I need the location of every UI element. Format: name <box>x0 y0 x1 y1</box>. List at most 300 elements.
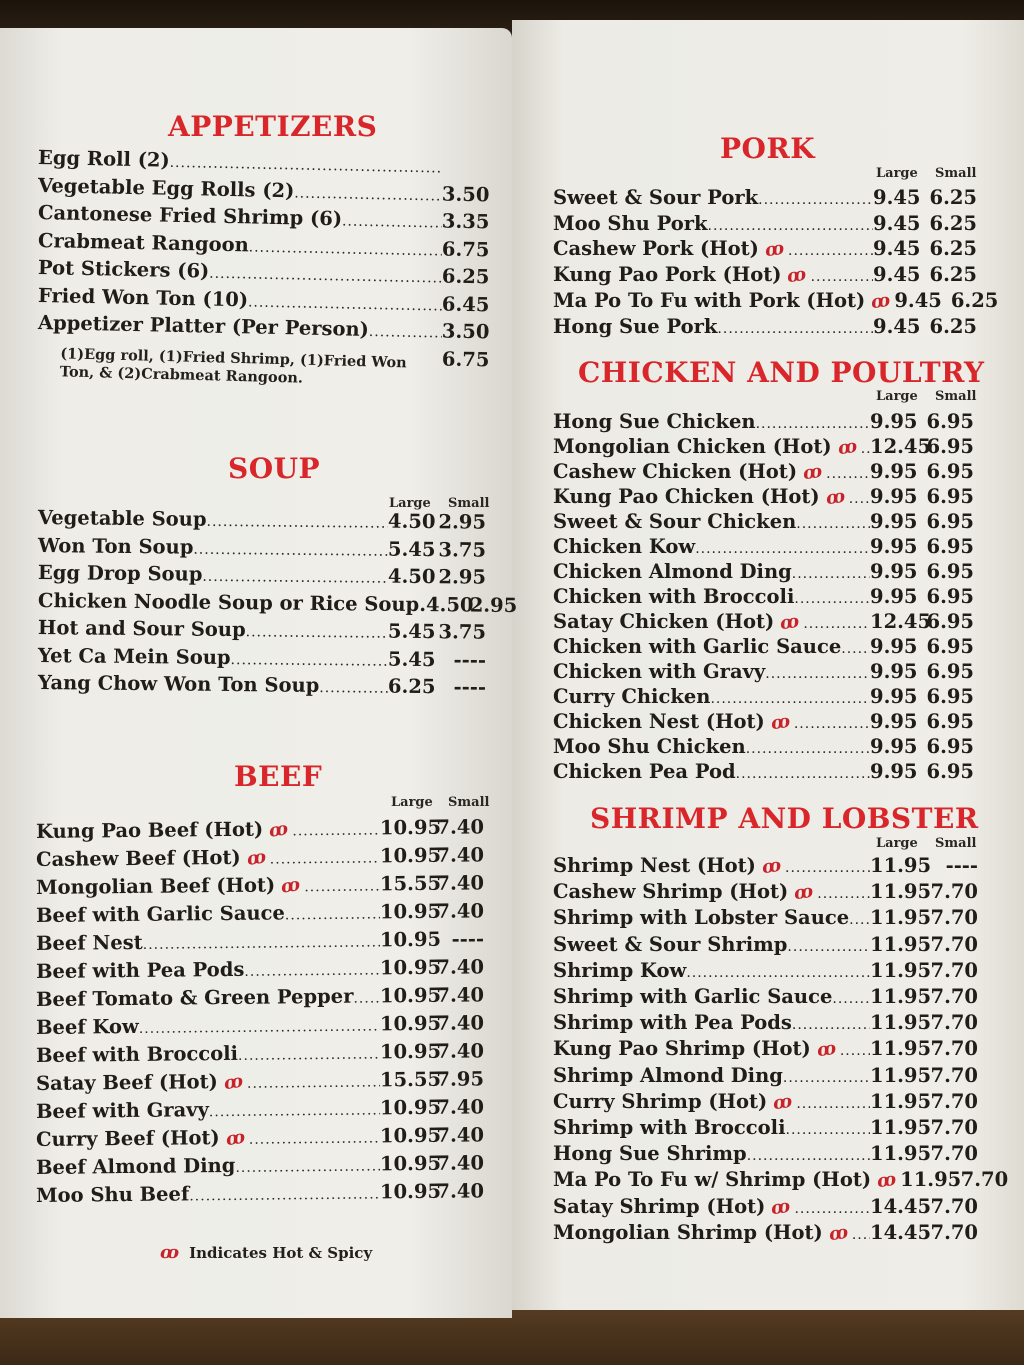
item-name: Hong Sue Pork <box>553 314 718 338</box>
soup-col-large: Large <box>389 496 431 511</box>
menu-item <box>553 906 978 929</box>
price-small: 6.95 <box>926 710 974 733</box>
menu-item <box>553 1037 978 1060</box>
appetizers-title: APPETIZERS <box>168 110 378 143</box>
menu-item <box>553 959 978 982</box>
dot-leader <box>369 324 442 342</box>
dot-leader <box>736 766 870 782</box>
dot-leader <box>209 266 442 287</box>
dot-leader <box>758 192 873 208</box>
price-large: 9.95 <box>870 735 918 758</box>
menu-item <box>553 535 974 558</box>
price-small: 7.70 <box>930 1089 978 1113</box>
dot-leader <box>852 1227 870 1243</box>
pork-col-small: Small <box>935 166 977 181</box>
price-small: 7.70 <box>930 985 978 1008</box>
item-name: Egg Roll (2) <box>37 146 170 172</box>
hot-spicy-icon: ꝏ <box>224 1126 247 1151</box>
dot-leader <box>794 591 870 607</box>
price-small: 7.40 <box>436 1039 485 1063</box>
price-small: 7.70 <box>930 958 978 982</box>
price-large: 9.95 <box>870 560 918 583</box>
price-large <box>442 172 486 173</box>
menu-item <box>38 616 486 644</box>
hot-legend <box>160 1242 372 1263</box>
price-large: 9.45 <box>873 263 921 287</box>
menu-item <box>553 263 977 286</box>
dot-leader <box>832 991 870 1007</box>
hot-spicy-icon: ꝏ <box>827 1221 850 1246</box>
item-name: Sweet & Sour Pork <box>553 186 759 209</box>
menu-item <box>36 1067 484 1095</box>
price-large: 9.45 <box>894 288 942 312</box>
price-small: 7.70 <box>930 1037 978 1061</box>
item-name: Chicken with Garlic Sauce <box>553 635 842 658</box>
hot-spicy-icon: ꝏ <box>875 1169 898 1193</box>
dot-leader <box>840 1043 870 1059</box>
menu-item <box>38 671 486 699</box>
menu-item <box>36 1179 484 1207</box>
price-large: 3.50 <box>441 319 490 344</box>
price-large: 6.25 <box>441 264 490 289</box>
shrimp-col-small: Small <box>935 836 977 851</box>
item-name: Beef with Garlic Sauce <box>35 901 285 927</box>
dot-leader <box>231 652 389 670</box>
hot-spicy-icon: ꝏ <box>869 289 892 314</box>
item-name: Beef Kow <box>35 1014 139 1039</box>
item-name: Curry Beef (Hot) <box>35 1126 220 1151</box>
menu-item <box>38 506 486 534</box>
hot-spicy-icon: ꝏ <box>778 610 801 635</box>
item-name: Curry Chicken <box>553 685 711 708</box>
price-large: 10.95 <box>379 1039 442 1064</box>
price-large: 15.55 <box>379 1067 442 1092</box>
item-name: Appetizer Platter (Per Person) <box>37 311 370 341</box>
item-name: Cashew Beef (Hot) <box>35 845 241 871</box>
price-large: 10.95 <box>379 1095 442 1120</box>
dot-leader <box>803 616 870 632</box>
dot-leader <box>746 741 870 757</box>
price-large: 11.95 <box>900 1168 962 1192</box>
menu-item <box>553 186 977 209</box>
menu-item <box>553 212 977 235</box>
menu-item <box>38 644 486 672</box>
item-name: Chicken with Broccoli <box>553 585 795 608</box>
price-large: 9.45 <box>873 186 921 209</box>
price-small: 6.95 <box>926 660 974 683</box>
price-large: 9.95 <box>870 585 918 608</box>
price-large: 11.95 <box>870 1011 932 1035</box>
dot-leader <box>342 213 442 231</box>
dot-leader <box>786 1122 871 1138</box>
dot-leader <box>246 624 388 641</box>
shrimp-col-large: Large <box>876 836 918 851</box>
price-large: 11.95 <box>870 854 932 877</box>
item-name: Satay Beef (Hot) <box>35 1070 218 1095</box>
item-name: Sweet & Sour Chicken <box>553 510 797 533</box>
price-large: 9.95 <box>870 460 918 483</box>
dot-leader <box>270 850 380 867</box>
hot-spicy-icon: ꝏ <box>792 880 815 905</box>
price-small: 6.95 <box>926 685 974 708</box>
hot-spicy-icon: ꝏ <box>222 1070 245 1095</box>
price-small: 7.40 <box>436 983 485 1007</box>
dot-leader <box>710 691 870 707</box>
menu-item <box>36 1095 484 1123</box>
item-name: Satay Chicken (Hot) <box>553 610 775 633</box>
menu-item <box>36 1039 484 1067</box>
price-large: 10.95 <box>379 1011 442 1036</box>
price-large: 6.75 <box>441 346 490 371</box>
dot-leader <box>794 1201 870 1217</box>
legend-text: Indicates Hot & Spicy <box>189 1244 373 1262</box>
chicken-col-large: Large <box>876 389 918 404</box>
price-large: 11.95 <box>870 1037 932 1061</box>
price-small: 7.70 <box>960 1168 1009 1192</box>
menu-item <box>553 485 974 508</box>
price-large: 9.95 <box>870 535 918 558</box>
menu-item <box>36 843 484 871</box>
item-name: Cashew Chicken (Hot) <box>553 460 798 483</box>
item-name: Vegetable Egg Rolls (2) <box>37 173 295 202</box>
menu-item <box>553 660 974 683</box>
item-name: Kung Pao Beef (Hot) <box>35 817 264 843</box>
menu-item <box>553 610 974 633</box>
menu-item <box>36 927 484 955</box>
price-large: 9.45 <box>873 211 921 235</box>
dot-leader <box>238 1046 380 1063</box>
price-small: 6.95 <box>926 410 974 433</box>
dot-leader <box>247 1074 380 1091</box>
menu-item <box>553 710 974 733</box>
item-name: Shrimp with Pea Pods <box>553 1011 792 1035</box>
item-name: Sweet & Sour Shrimp <box>553 932 788 956</box>
price-large: 5.45 <box>387 647 436 671</box>
item-name: Shrimp Nest (Hot) <box>553 854 756 877</box>
price-small: 7.40 <box>436 1179 485 1203</box>
dot-leader <box>811 269 873 285</box>
dot-leader <box>817 886 870 902</box>
price-large: 5.45 <box>387 619 436 644</box>
item-name: Chicken Kow <box>553 535 696 558</box>
dot-leader <box>765 666 870 682</box>
price-large: 14.45 <box>870 1220 932 1244</box>
dot-leader <box>319 680 388 697</box>
item-name: Ma Po To Fu w/ Shrimp (Hot) <box>553 1168 872 1192</box>
menu-item <box>553 635 974 658</box>
price-large: 10.95 <box>379 1179 442 1204</box>
menu-item <box>553 585 974 608</box>
menu-item <box>553 1195 978 1218</box>
price-small: 7.70 <box>930 932 978 956</box>
dot-leader <box>189 1186 380 1204</box>
beef-title: BEEF <box>234 760 323 793</box>
item-name: Moo Shu Pork <box>553 211 708 235</box>
item-name: Cashew Shrimp (Hot) <box>553 880 789 904</box>
menu-item <box>553 237 977 260</box>
item-name: Shrimp Kow <box>553 958 687 982</box>
hot-spicy-icon: ꝏ <box>801 460 824 485</box>
price-small: 7.95 <box>436 1067 485 1091</box>
price-small: 7.40 <box>436 843 485 867</box>
item-name: Ma Po To Fu with Pork (Hot) <box>553 288 866 312</box>
dot-leader <box>248 294 442 314</box>
menu-item <box>38 534 486 562</box>
dot-leader <box>756 416 870 432</box>
menu-item <box>36 1011 484 1039</box>
price-large: 10.95 <box>379 843 442 868</box>
item-name: Mongolian Beef (Hot) <box>35 873 276 899</box>
price-small: 6.25 <box>929 186 977 209</box>
item-name: Chicken Almond Ding <box>553 560 792 583</box>
price-large: 10.95 <box>379 815 442 840</box>
menu-item <box>553 854 978 877</box>
dot-leader <box>294 185 442 204</box>
price-large: 11.95 <box>870 880 932 904</box>
dot-leader <box>826 466 870 482</box>
price-large: .4.50 <box>419 592 474 617</box>
menu-item <box>553 985 978 1008</box>
price-large: 10.95 <box>379 955 442 980</box>
hot-spicy-icon: ꝏ <box>760 854 783 879</box>
price-large: 11.95 <box>870 1142 932 1166</box>
dot-leader <box>794 716 870 732</box>
price-small: 6.25 <box>929 211 977 235</box>
price-large: 6.25 <box>387 674 436 699</box>
price-large: 3.50 <box>441 181 490 206</box>
price-small: 6.95 <box>926 460 974 483</box>
menu-item <box>553 435 974 458</box>
dot-leader <box>787 939 870 955</box>
dot-leader <box>202 569 388 587</box>
item-name: Fried Won Ton (10) <box>37 283 249 311</box>
item-name: Mongolian Shrimp (Hot) <box>553 1220 823 1244</box>
pork-title: PORK <box>720 132 816 165</box>
menu-item <box>36 955 484 983</box>
hot-spicy-icon: ꝏ <box>824 485 847 510</box>
price-small: 6.95 <box>926 560 974 583</box>
hot-spicy-icon: ꝏ <box>770 1195 792 1219</box>
price-small: 7.70 <box>930 1142 978 1166</box>
price-small: 7.40 <box>436 1095 485 1119</box>
price-small: 6.95 <box>926 635 974 658</box>
dot-leader <box>796 516 870 532</box>
price-small: 6.25 <box>929 237 977 261</box>
price-large: 9.95 <box>870 685 918 708</box>
price-small: 2.95 <box>469 593 518 617</box>
dot-leader <box>193 541 388 559</box>
shrimp-title: SHRIMP AND LOBSTER <box>590 802 979 835</box>
item-name: Vegetable Soup <box>37 506 207 531</box>
dot-leader <box>849 912 870 928</box>
price-small: 6.95 <box>926 435 974 458</box>
price-small: 6.25 <box>929 314 977 338</box>
hot-spicy-icon: ꝏ <box>836 435 859 460</box>
price-large: 6.45 <box>441 291 490 316</box>
price-large: 9.95 <box>870 760 918 783</box>
dot-leader <box>841 641 870 657</box>
dot-leader <box>292 822 380 839</box>
dot-leader <box>244 962 380 979</box>
price-small: 7.70 <box>930 906 978 930</box>
item-name: Shrimp Almond Ding <box>553 1063 783 1087</box>
menu-item <box>553 410 974 433</box>
hot-spicy-icon: ꝏ <box>267 818 290 842</box>
item-name: Kung Pao Pork (Hot) <box>553 263 782 287</box>
menu-item <box>553 510 974 533</box>
item-name: Moo Shu Beef <box>35 1182 190 1207</box>
price-small: 7.70 <box>930 880 978 904</box>
price-large: 9.95 <box>870 635 918 658</box>
price-large: 15.55 <box>379 871 442 896</box>
soup-title: SOUP <box>228 452 321 485</box>
dot-leader <box>708 218 873 234</box>
price-large: 11.95 <box>870 1116 932 1139</box>
soup-col-small: Small <box>448 496 490 511</box>
menu-item <box>38 561 486 589</box>
item-name: Satay Shrimp (Hot) <box>553 1194 766 1218</box>
item-name: Chicken Noodle Soup or Rice Soup <box>37 588 420 616</box>
price-small: 2.95 <box>438 565 487 589</box>
menu-item <box>553 1064 978 1087</box>
item-name: Hong Sue Shrimp <box>553 1142 747 1166</box>
dot-leader <box>717 321 873 337</box>
item-name: Hot and Sour Soup <box>37 616 246 642</box>
menu-item <box>553 1142 978 1165</box>
price-small: 6.95 <box>926 485 974 508</box>
item-name: Beef with Broccoli <box>35 1041 239 1067</box>
dot-leader <box>849 491 870 507</box>
price-small: ---- <box>451 927 485 951</box>
menu-item <box>553 1221 978 1244</box>
hot-spicy-icon: ꝏ <box>245 846 268 871</box>
item-name: Pot Stickers (6) <box>37 256 210 283</box>
price-small: 7.40 <box>436 1151 485 1175</box>
dot-leader <box>206 514 388 532</box>
price-small: 7.70 <box>930 1194 978 1218</box>
price-small: 6.25 <box>929 263 977 287</box>
hot-spicy-icon: ꝏ <box>763 238 786 262</box>
beef-col-small: Small <box>448 795 490 810</box>
dot-leader <box>792 1017 870 1033</box>
dot-leader <box>695 541 870 557</box>
dot-leader <box>235 1158 380 1176</box>
dot-leader <box>143 934 380 952</box>
menu-item <box>553 1168 1009 1193</box>
menu-item <box>553 760 974 783</box>
price-small: 2.95 <box>438 510 487 534</box>
menu-item <box>553 1011 978 1034</box>
item-name: Beef Tomato & Green Pepper <box>35 984 354 1011</box>
dot-leader <box>353 990 380 1006</box>
menu-item <box>553 1116 978 1139</box>
price-large: 10.95 <box>379 1151 442 1176</box>
dot-leader <box>785 860 870 876</box>
dot-leader <box>783 1070 870 1086</box>
hot-spicy-icon: ꝏ <box>786 263 808 288</box>
price-small: 7.70 <box>930 1063 978 1087</box>
price-small: 7.40 <box>436 871 485 895</box>
menu-item <box>553 460 974 483</box>
pork-col-large: Large <box>876 166 918 181</box>
menu-item <box>553 560 974 583</box>
item-name: Shrimp with Lobster Sauce <box>553 906 850 930</box>
menu-item <box>36 1123 484 1151</box>
item-name: Chicken Nest (Hot) <box>553 710 765 733</box>
price-large: 10.95 <box>379 927 442 952</box>
price-small: 7.40 <box>436 955 485 979</box>
price-large: 11.95 <box>870 932 932 956</box>
menu-item <box>553 685 974 708</box>
item-name: Crabmeat Rangoon <box>37 228 250 256</box>
dot-leader <box>285 906 380 923</box>
price-large: 10.95 <box>379 983 442 1008</box>
platter-note: (1)Egg roll, (1)Fried Shrimp, (1)Fried Won Ton, & (2)Crabmeat Rangoon. <box>59 345 407 387</box>
dot-leader <box>686 965 870 981</box>
price-small: 7.40 <box>436 1123 485 1147</box>
item-name: Shrimp with Broccoli <box>553 1116 786 1139</box>
item-name: Shrimp with Garlic Sauce <box>553 985 833 1008</box>
price-small: 6.95 <box>926 535 974 558</box>
dot-leader <box>249 239 442 259</box>
item-name: Cashew Pork (Hot) <box>553 237 759 261</box>
price-large: 11.95 <box>870 1089 932 1113</box>
price-small: 6.95 <box>926 735 974 758</box>
dot-leader <box>792 566 870 582</box>
price-large: 4.50 <box>387 509 436 534</box>
price-small: 6.25 <box>950 288 999 312</box>
item-name: Beef Nest <box>35 930 143 955</box>
price-large: 11.95 <box>870 1063 932 1087</box>
dot-leader <box>304 878 380 895</box>
item-name: Beef with Pea Pods <box>35 957 245 983</box>
item-name: Chicken Pea Pod <box>553 760 736 783</box>
menu-item <box>36 1151 484 1179</box>
item-name: Moo Shu Chicken <box>553 735 746 758</box>
price-small: ---- <box>453 647 487 672</box>
price-large: 9.95 <box>870 510 918 533</box>
price-large: 10.95 <box>379 1123 442 1148</box>
price-large: 11.95 <box>870 985 932 1008</box>
dot-leader <box>249 1130 380 1147</box>
price-large: 9.95 <box>870 485 918 508</box>
menu-item <box>36 899 484 927</box>
hot-spicy-icon: ꝏ <box>815 1038 838 1062</box>
beef-col-large: Large <box>391 795 433 810</box>
menu-item <box>553 315 977 338</box>
price-small: 3.75 <box>438 537 487 562</box>
item-name: Cantonese Fried Shrimp (6) <box>37 201 343 231</box>
item-name: Curry Shrimp (Hot) <box>553 1089 768 1113</box>
price-large: 10.95 <box>379 899 442 924</box>
dot-leader <box>861 441 870 457</box>
dot-leader <box>796 1096 870 1112</box>
dot-leader <box>209 1102 380 1120</box>
item-name: Beef Almond Ding <box>35 1153 236 1179</box>
dot-leader <box>139 1018 380 1037</box>
item-name: Kung Pao Shrimp (Hot) <box>553 1037 811 1061</box>
price-small: 6.95 <box>926 510 974 533</box>
price-large: 11.95 <box>870 958 932 982</box>
item-name: Yang Chow Won Ton Soup <box>37 671 320 697</box>
hot-spicy-icon: ꝏ <box>279 874 302 898</box>
item-name: Kung Pao Chicken (Hot) <box>553 485 820 508</box>
hot-spicy-icon: ꝏ <box>160 1242 180 1263</box>
price-small: 6.95 <box>926 610 974 633</box>
chicken-col-small: Small <box>935 389 977 404</box>
item-name: Hong Sue Chicken <box>553 410 756 433</box>
menu-item <box>36 983 484 1011</box>
